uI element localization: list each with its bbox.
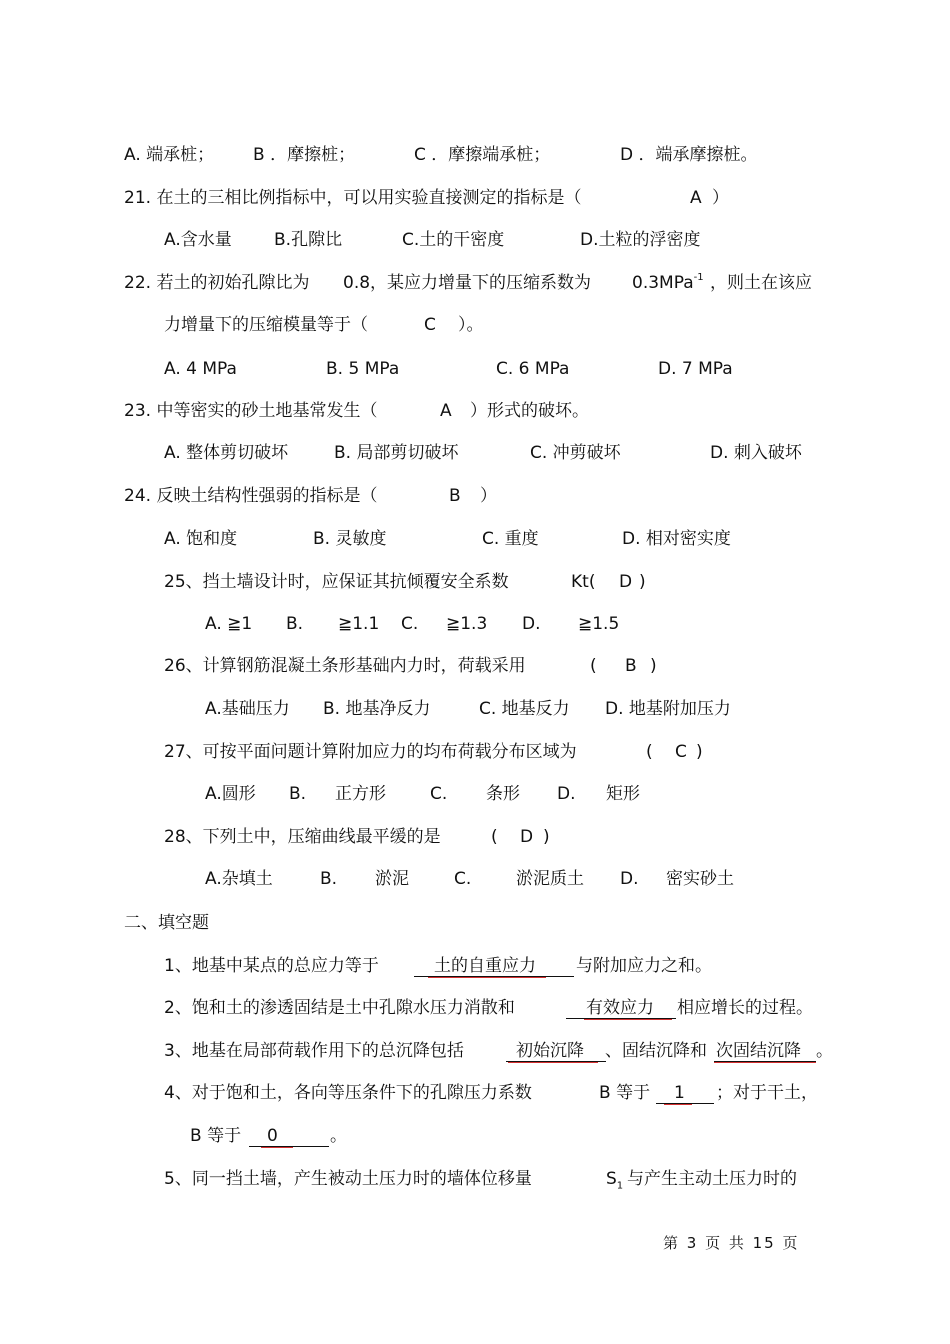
q24-answer: B <box>449 486 461 506</box>
fill-4-mid: ；对于干土， <box>716 1083 818 1103</box>
q20-option-a: A. 端承桩； <box>124 145 215 165</box>
q24-close: ） <box>480 486 497 506</box>
fill-5-sub: 1 <box>616 1180 624 1192</box>
q27-option-c-value: 条形 <box>486 784 520 804</box>
q26-close: ) <box>650 656 657 676</box>
q21-close: ） <box>712 188 729 208</box>
fill-4-answer-1: 1 <box>674 1083 685 1103</box>
q27-option-c: C. <box>430 784 448 804</box>
fill-3-blank-1 <box>506 1039 606 1062</box>
q27-option-b: B. <box>289 784 307 804</box>
q26-option-d: D. 地基附加压力 <box>605 699 731 719</box>
fill-5-post: 与产生主动土压力时的 <box>627 1169 797 1189</box>
q27-answer: C <box>675 742 687 762</box>
q23-answer: A <box>440 401 452 421</box>
section-2-title: 二、填空题 <box>124 913 209 933</box>
q21-answer: A <box>690 188 702 208</box>
fill-4-b1: B 等于 <box>599 1083 651 1103</box>
q24-option-c: C. 重度 <box>482 529 539 549</box>
q27-option-a: A.圆形 <box>205 784 256 804</box>
fill-4-blank-1 <box>656 1081 714 1104</box>
q22-text2: ，某应力增量下的压缩系数为 <box>370 273 591 293</box>
q22-text3: ，则土在该应 <box>710 273 812 293</box>
q22-option-c: C. 6 MPa <box>496 359 570 379</box>
q25-kt: Kt( <box>571 572 596 592</box>
q24-option-a: A. 饱和度 <box>164 529 238 549</box>
q22-close: ）。 <box>458 315 484 335</box>
q22-text4: 力增量下的压缩模量等于（ <box>164 315 368 335</box>
q22-option-d: D. 7 MPa <box>658 359 733 379</box>
fill-4-answer-2: 0 <box>267 1126 278 1146</box>
fill-2-pre: 2、饱和土的渗透固结是土中孔隙水压力消散和 <box>164 998 515 1018</box>
q27-option-d: D. <box>557 784 576 804</box>
fill-1-blank <box>414 954 574 977</box>
q26-option-c: C. 地基反力 <box>479 699 570 719</box>
q28-option-d: D. <box>620 869 639 889</box>
q26-text: 26、计算钢筋混凝土条形基础内力时，荷载采用 <box>164 656 526 676</box>
q25-option-b: B. <box>286 614 304 634</box>
q22-option-b: B. 5 MPa <box>326 359 400 379</box>
q21-option-a: A.含水量 <box>164 230 232 250</box>
q28-option-c: C. <box>454 869 472 889</box>
fill-2-answer: 有效应力 <box>586 998 654 1018</box>
q24-option-d: D. 相对密实度 <box>622 529 731 549</box>
q23-option-c: C. 冲剪破坏 <box>530 443 621 463</box>
q26-option-a: A.基础压力 <box>205 699 290 719</box>
q27-open: ( <box>646 742 653 762</box>
fill-3-pre: 3、地基在局部荷载作用下的总沉降包括 <box>164 1041 464 1061</box>
q28-answer: D <box>520 827 534 847</box>
q28-option-b-value: 淤泥 <box>375 869 409 889</box>
q23-text: 23. 中等密实的砂土地基常发生（ <box>124 401 378 421</box>
q21-text: 21. 在土的三相比例指标中，可以用实验直接测定的指标是（ <box>124 188 582 208</box>
fill-3-answer-2: 次固结沉降 <box>716 1041 801 1061</box>
q28-option-c-value: 淤泥质土 <box>516 869 584 889</box>
q23-option-a: A. 整体剪切破坏 <box>164 443 289 463</box>
fill-3-mid: 、固结沉降和 <box>605 1041 707 1061</box>
q28-option-d-value: 密实砂土 <box>666 869 734 889</box>
q26-option-b: B. 地基净反力 <box>323 699 431 719</box>
fill-5-s: $S_1$ <box>606 1169 624 1192</box>
fill-1-answer: 土的自重应力 <box>434 956 536 976</box>
fill-4-blank-2 <box>249 1124 329 1147</box>
fill-3-blank-2 <box>714 1039 816 1062</box>
q23-close: ）形式的破坏。 <box>470 401 589 421</box>
fill-2-blank <box>566 996 676 1019</box>
q27-option-b-value: 正方形 <box>335 784 386 804</box>
q25-text: 25、挡土墙设计时，应保证其抗倾覆安全系数 <box>164 572 509 592</box>
q22-num2: 0.3MPa$^{-1}$ <box>632 272 704 293</box>
fill-1-post: 与附加应力之和。 <box>576 956 712 976</box>
q23-option-d: D. 刺入破坏 <box>710 443 802 463</box>
q25-option-d: D. <box>522 614 541 634</box>
q23-option-b: B. 局部剪切破坏 <box>334 443 459 463</box>
fill-5-pre: 5、同一挡土墙，产生被动土压力时的墙体位移量 <box>164 1169 532 1189</box>
q21-option-c: C.土的干密度 <box>402 230 505 250</box>
q25-option-c-value: ≧1.3 <box>446 614 488 634</box>
fill-4-b2: B 等于 <box>190 1126 242 1146</box>
q26-answer: B <box>625 656 637 676</box>
q22-answer: C <box>424 315 436 335</box>
fill-3-answer-1: 初始沉降 <box>516 1041 584 1061</box>
q24-option-b: B. 灵敏度 <box>313 529 387 549</box>
q20-option-d: D ．端承摩擦桩。 <box>620 145 758 165</box>
q21-option-d: D.土粒的浮密度 <box>580 230 701 250</box>
q25-option-d-value: ≧1.5 <box>578 614 620 634</box>
q25-option-a: A. ≧1 <box>205 614 253 634</box>
fill-1-pre: 1、地基中某点的总应力等于 <box>164 956 379 976</box>
fill-4-post: 。 <box>330 1126 347 1146</box>
q21-option-b: B.孔隙比 <box>274 230 343 250</box>
fill-2-post: 相应增长的过程。 <box>677 998 813 1018</box>
q27-option-d-value: 矩形 <box>606 784 640 804</box>
q27-text: 27、可按平面问题计算附加应力的均布荷载分布区域为 <box>164 742 577 762</box>
q28-text: 28、下列土中，压缩曲线最平缓的是 <box>164 827 441 847</box>
q22-option-a: A. 4 MPa <box>164 359 237 379</box>
q22-text1: 22. 若土的初始孔隙比为 <box>124 273 310 293</box>
q26-open: ( <box>590 656 597 676</box>
q20-option-b: B ．摩擦桩； <box>253 145 356 165</box>
q27-close: ) <box>696 742 703 762</box>
q25-close: ) <box>639 572 646 592</box>
fill-3-post: 。 <box>816 1041 833 1061</box>
q22-sup: -1 <box>693 272 704 283</box>
q20-option-c: C ．摩擦端承桩； <box>414 145 551 165</box>
q22-num1: 0.8 <box>343 273 371 293</box>
q25-option-c: C. <box>401 614 419 634</box>
q28-close: ) <box>543 827 550 847</box>
fill-4-pre: 4、对于饱和土，各向等压条件下的孔隙压力系数 <box>164 1083 532 1103</box>
q25-answer: D <box>619 572 633 592</box>
page-footer: 第 3 页 共 15 页 <box>663 1234 800 1252</box>
q28-open: ( <box>491 827 498 847</box>
q25-option-b-value: ≧1.1 <box>338 614 380 634</box>
q28-option-b: B. <box>320 869 338 889</box>
q28-option-a: A.杂填土 <box>205 869 273 889</box>
q24-text: 24. 反映土结构性强弱的指标是（ <box>124 486 378 506</box>
